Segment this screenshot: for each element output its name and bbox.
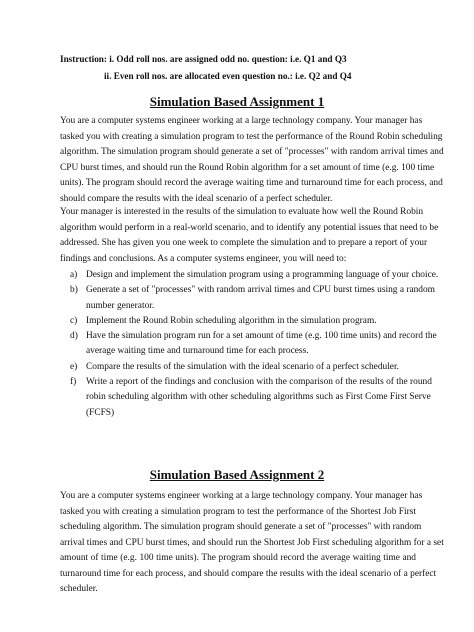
text-line: You are a computer systems engineer working at a large technology company. Your manager has <box>60 491 423 501</box>
text-line: tasked you with creating a simulation program to test the performance of the Round Robin scheduling <box>60 131 443 142</box>
list-item-label: a) <box>70 270 78 280</box>
list-item-label: c) <box>70 315 78 326</box>
list-item <box>60 329 437 360</box>
text-line: turnaround time for each process, and should compare the results with the ideal scenario of a perfect <box>60 568 437 579</box>
instruction-line-2: ii. Even roll nos. are allocated even question no.: i.e. Q2 and Q4 <box>104 71 352 81</box>
text-line: scheduler. <box>60 584 98 594</box>
text-line: Generate a set of "processes" with random arrival times and CPU burst times using a random <box>86 285 435 296</box>
text-line: scheduling algorithm. The simulation program should generate a set of "processes" with random <box>60 522 422 532</box>
text-line: addressed. She has given you one week to complete the simulation and to prepare a report of your <box>60 238 428 248</box>
text-line: Have the simulation program run for a set amount of time (e.g. 100 time units) and record the <box>86 331 437 342</box>
text-line: number generator. <box>86 300 155 311</box>
text-line: robin scheduling algorithm with other scheduling algorithms such as First Come First Serve <box>86 392 431 403</box>
assignment-1-title: Simulation Based Assignment 1 <box>149 94 325 109</box>
list-item <box>60 360 416 375</box>
list-item-label: e) <box>70 361 78 372</box>
text-line: algorithm. The simulation program should generate a set of "processes" with random arrival times and <box>60 147 444 157</box>
assignment-1-paragraph-2 <box>60 205 439 267</box>
text-line: Write a report of the findings and conclusion with the comparison of the results of the round <box>86 377 432 388</box>
text-line: units). The program should record the average waiting time and turnaround time for each process, and <box>60 178 443 188</box>
assignment-2-title: Simulation Based Assignment 2 <box>149 467 325 482</box>
text-line: average waiting time and turnaround time for each process. <box>86 346 309 357</box>
list-item <box>60 314 416 329</box>
text-line: Your manager is interested in the results of the simulation to evaluate how well the Round Robin <box>60 207 424 217</box>
text-line: should compare the results with the ideal scenario of a perfect scheduler. <box>60 193 333 204</box>
list-item <box>60 283 435 314</box>
text-line: CPU burst times, and should run the Round Robin algorithm for a set amount of time (e.g. 100 time <box>60 162 435 173</box>
text-line: arrival times and CPU burst times, and should run the Shortest Job First scheduling algorithm for a set <box>60 537 444 548</box>
text-line: Implement the Round Robin scheduling algorithm in the simulation program. <box>86 315 377 326</box>
text-line: algorithm would perform in a real-world scenario, and to identify any potential issues that need to be <box>60 222 439 233</box>
list-item-label: d) <box>70 331 78 342</box>
text-line: You are a computer systems engineer working at a large technology company. Your manager has <box>60 116 423 126</box>
list-item <box>60 375 432 421</box>
text-line: findings and conclusions. As a computer systems engineer, you will need to: <box>60 253 347 264</box>
assignment-2-paragraph-1 <box>60 489 444 598</box>
list-item-label: b) <box>70 285 78 296</box>
text-line: Design and implement the simulation program using a programming language of your choice. <box>86 270 439 280</box>
text-line: Compare the results of the simulation with the ideal scenario of a perfect scheduler. <box>86 361 399 372</box>
assignment-1-paragraph-1 <box>60 114 444 207</box>
list-item <box>60 268 439 283</box>
list-item-label: f) <box>70 377 77 388</box>
text-line: (FCFS) <box>86 407 115 418</box>
text-line: amount of time (e.g. 100 time units). The program should record the average waiting time and <box>60 553 416 563</box>
instruction-line-1: Instruction: i. Odd roll nos. are assigned odd no. question: i.e. Q1 and Q3 <box>60 54 347 64</box>
assignment-1-task-list <box>60 268 439 421</box>
text-line: tasked you with creating a simulation program to test the performance of the Shortest Job First <box>60 506 416 517</box>
